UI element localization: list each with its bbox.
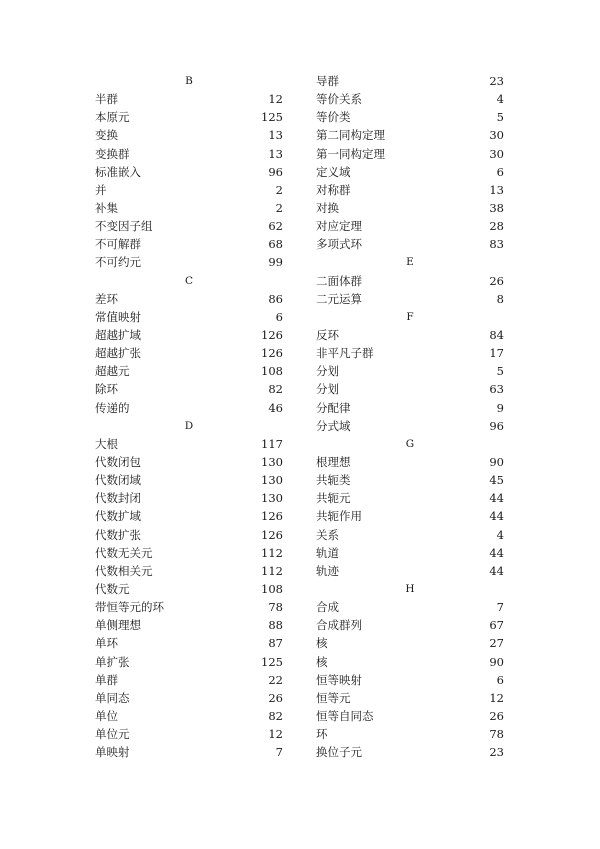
index-entry: [95, 399, 283, 417]
index-term: 二面体群: [316, 273, 362, 288]
index-entry: [316, 417, 504, 435]
index-page-number: 96: [489, 418, 504, 433]
index-term: 等价关系: [316, 92, 362, 107]
index-page-number: 125: [261, 110, 283, 125]
index-term: 除环: [95, 382, 118, 397]
index-term: 关系: [316, 527, 339, 542]
index-entry: [95, 435, 283, 453]
index-page-number: 96: [268, 164, 283, 179]
index-page-number: 88: [268, 618, 283, 633]
index-term: 恒等元: [316, 690, 351, 705]
index-entry: [316, 181, 504, 199]
index-term: 反环: [316, 327, 339, 342]
index-page-number: 126: [261, 509, 283, 524]
section-letter-heading: F: [406, 310, 414, 323]
index-term: 定义域: [316, 164, 351, 179]
index-entry: [95, 725, 283, 743]
index-page-number: 7: [496, 600, 504, 615]
index-term: 本原元: [95, 110, 130, 125]
index-term: 带恒等元的环: [95, 600, 164, 615]
index-page-number: 44: [489, 545, 504, 560]
index-entry: [95, 580, 283, 598]
index-term: 代数元: [95, 581, 130, 596]
index-entry: [95, 707, 283, 725]
index-entry: [316, 743, 504, 761]
index-term: 单同态: [95, 690, 130, 705]
index-term: 代数封闭: [95, 491, 141, 506]
index-page-number: 126: [261, 327, 283, 342]
index-term: 合成群列: [316, 618, 362, 633]
index-term: 核: [316, 636, 328, 651]
section-letter-heading: C: [184, 274, 194, 287]
index-entry: [316, 380, 504, 398]
index-entry: [316, 671, 504, 689]
index-page-number: 130: [261, 473, 283, 488]
index-entry: [316, 126, 504, 144]
index-term: 多项式环: [316, 237, 362, 252]
index-term: 共轭元: [316, 491, 351, 506]
index-term: 导群: [316, 74, 339, 88]
index-term: 对换: [316, 200, 339, 215]
index-page-number: 112: [261, 563, 283, 578]
index-entry: [316, 72, 504, 90]
index-term: 核: [316, 654, 328, 669]
index-page-number: 44: [489, 509, 504, 524]
index-term: 代数闭包: [95, 454, 141, 469]
section-letter-heading: B: [185, 75, 193, 87]
index-term: 不可约元: [95, 255, 141, 270]
section-letter-heading: E: [406, 256, 414, 269]
index-entry: [95, 598, 283, 616]
index-page-number: 23: [489, 745, 504, 760]
index-term: 单位元: [95, 727, 130, 742]
index-term: 轨迹: [316, 563, 339, 578]
index-entry: [316, 108, 504, 126]
index-term: 单扩张: [95, 654, 130, 669]
index-term: 差环: [95, 291, 118, 306]
index-term: 分配律: [316, 400, 351, 415]
index-term: 不可解群: [95, 237, 141, 252]
index-term: 轨道: [316, 545, 339, 560]
index-term: 半群: [95, 92, 118, 107]
index-term: 单群: [95, 672, 118, 687]
index-entry: [316, 453, 504, 471]
index-term: 换位子元: [316, 745, 362, 760]
index-entry: [95, 145, 283, 163]
index-entry: [316, 235, 504, 253]
index-entry: [316, 634, 504, 652]
index-entry: [95, 544, 283, 562]
index-page-number: 28: [489, 219, 504, 234]
index-term: 环: [316, 727, 328, 742]
index-entry: [316, 689, 504, 707]
index-term: 对称群: [316, 182, 351, 197]
index-entry: [95, 453, 283, 471]
index-entry: [95, 253, 283, 271]
index-entry: [95, 616, 283, 634]
index-entry: [95, 671, 283, 689]
index-page-number: 30: [489, 146, 504, 161]
index-page-number: 126: [261, 527, 283, 542]
index-page-number: 78: [489, 727, 504, 742]
index-term: 恒等映射: [316, 672, 362, 687]
index-entry: [95, 489, 283, 507]
index-page-number: 12: [268, 92, 283, 107]
index-page-number: 26: [489, 708, 504, 723]
section-letter-heading: D: [184, 419, 194, 432]
index-term: 分划: [316, 382, 339, 397]
index-term: 超越元: [95, 364, 130, 379]
index-page-number: 7: [275, 745, 283, 760]
index-page-number: 87: [268, 636, 283, 651]
index-term: 代数闭域: [95, 473, 141, 488]
index-entry: [316, 272, 504, 290]
index-term: 代数无关元: [95, 545, 153, 560]
index-page-number: 82: [268, 708, 283, 723]
index-entry: [95, 743, 283, 761]
index-term: 非平凡子群: [316, 346, 374, 361]
index-term: 第二同构定理: [316, 128, 385, 143]
index-entry: [95, 290, 283, 308]
index-page-number: 108: [261, 364, 283, 379]
index-term: 单侧理想: [95, 618, 141, 633]
index-page-number: 13: [268, 146, 283, 161]
index-page-number: 99: [268, 255, 283, 270]
index-entry: [95, 308, 283, 326]
index-page-number: 130: [261, 454, 283, 469]
index-page-number: 26: [268, 690, 283, 705]
index-entry: [316, 507, 504, 525]
index-page-number: 5: [496, 364, 504, 379]
index-page-number: 45: [489, 473, 504, 488]
index-term: 单映射: [95, 745, 130, 760]
index-page-number: 26: [489, 273, 504, 288]
index-entry: [316, 362, 504, 380]
index-page-number: 130: [261, 491, 283, 506]
index-page-number: 62: [268, 219, 283, 234]
index-term: 补集: [95, 200, 118, 215]
index-entry: [95, 507, 283, 525]
index-term: 代数扩张: [95, 527, 141, 542]
index-page-number: 90: [489, 454, 504, 469]
section-letter-heading: H: [405, 582, 415, 595]
index-entry: [95, 326, 283, 344]
index-entry: [316, 489, 504, 507]
index-term: 大根: [95, 436, 118, 451]
index-page-number: 30: [489, 128, 504, 143]
index-page-number: 38: [489, 200, 504, 215]
index-page-number: 4: [496, 92, 504, 107]
index-term: 对应定理: [316, 219, 362, 234]
index-page-number: 2: [275, 200, 283, 215]
index-entry: [316, 217, 504, 235]
index-page-number: 83: [489, 237, 504, 252]
index-entry: [316, 707, 504, 725]
index-term: 共轭类: [316, 473, 351, 488]
index-page-number: 86: [268, 291, 283, 306]
index-page-number: 90: [489, 654, 504, 669]
index-entry: [316, 399, 504, 417]
index-term: 变换: [95, 128, 118, 143]
index-term: 二元运算: [316, 291, 362, 306]
index-entry: [316, 199, 504, 217]
index-page-number: 17: [489, 346, 504, 361]
index-entry: [95, 90, 283, 108]
index-entry: [95, 217, 283, 235]
index-page-number: 84: [489, 327, 504, 342]
index-page-number: 4: [496, 527, 504, 542]
index-page-number: 44: [489, 491, 504, 506]
index-column-right: [316, 72, 504, 761]
index-term: 变换群: [95, 146, 130, 161]
index-page-number: 117: [261, 436, 283, 451]
index-page-number: 6: [275, 309, 283, 324]
index-term: 传递的: [95, 400, 130, 415]
index-entry: [95, 199, 283, 217]
index-term: 不变因子组: [95, 219, 153, 234]
index-term: 恒等自同态: [316, 708, 374, 723]
index-entry: [95, 562, 283, 580]
index-term: 单位: [95, 708, 118, 723]
index-term: 超越扩域: [95, 327, 141, 342]
index-page-number: 125: [261, 654, 283, 669]
index-page-number: 13: [489, 182, 504, 197]
index-entry: [316, 90, 504, 108]
index-entry: [95, 634, 283, 652]
index-term: 标准嵌入: [95, 164, 141, 179]
index-entry: [95, 163, 283, 181]
index-page-number: 27: [489, 636, 504, 651]
index-page-number: 108: [261, 581, 283, 596]
section-letter-heading: G: [405, 437, 415, 450]
index-entry: [316, 544, 504, 562]
index-page-number: 8: [496, 291, 504, 306]
index-term: 合成: [316, 600, 339, 615]
index-page-number: 5: [496, 110, 504, 125]
index-page-number: 22: [268, 672, 283, 687]
index-term: 分划: [316, 364, 339, 379]
index-entry: [95, 344, 283, 362]
index-entry: [316, 471, 504, 489]
index-term: 分式域: [316, 418, 351, 433]
index-entry: [95, 526, 283, 544]
index-entry: [316, 616, 504, 634]
index-entry: [95, 380, 283, 398]
index-entry: [95, 235, 283, 253]
index-entry: [95, 126, 283, 144]
index-term: 等价类: [316, 110, 351, 125]
index-page-number: 13: [268, 128, 283, 143]
index-entry: [95, 108, 283, 126]
index-entry: [316, 290, 504, 308]
index-entry: [316, 598, 504, 616]
index-entry: [316, 326, 504, 344]
index-page-number: 12: [268, 727, 283, 742]
index-term: 代数相关元: [95, 563, 153, 578]
index-page-number: 126: [261, 346, 283, 361]
index-term: 并: [95, 182, 107, 197]
index-column-left: [95, 72, 283, 761]
index-term: 常值映射: [95, 309, 141, 324]
index-term: 超越扩张: [95, 346, 141, 361]
index-page-number: 46: [268, 400, 283, 415]
index-term: 单环: [95, 636, 118, 651]
index-entry: [95, 362, 283, 380]
index-entry: [316, 725, 504, 743]
index-page-number: 2: [275, 182, 283, 197]
index-entry: [316, 526, 504, 544]
index-page-number: 23: [489, 74, 504, 88]
index-entry: [316, 344, 504, 362]
index-term: 根理想: [316, 454, 351, 469]
index-page-number: 112: [261, 545, 283, 560]
index-entry: [316, 653, 504, 671]
index-page-number: 82: [268, 382, 283, 397]
index-page-number: 63: [489, 382, 504, 397]
index-page-number: 6: [496, 672, 504, 687]
index-page-number: 44: [489, 563, 504, 578]
index-page-number: 9: [496, 400, 504, 415]
index-entry: [95, 689, 283, 707]
index-page-number: 67: [489, 618, 504, 633]
index-entry: [95, 471, 283, 489]
index-term: 代数扩域: [95, 509, 141, 524]
index-entry: [316, 163, 504, 181]
index-term: 共轭作用: [316, 509, 362, 524]
index-entry: [95, 181, 283, 199]
index-term: 第一同构定理: [316, 146, 385, 161]
index-page-number: 78: [268, 600, 283, 615]
index-page-number: 68: [268, 237, 283, 252]
index-entry: [316, 562, 504, 580]
index-entry: [316, 145, 504, 163]
index-page-number: 12: [489, 690, 504, 705]
index-entry: [95, 653, 283, 671]
index-page-number: 6: [496, 164, 504, 179]
